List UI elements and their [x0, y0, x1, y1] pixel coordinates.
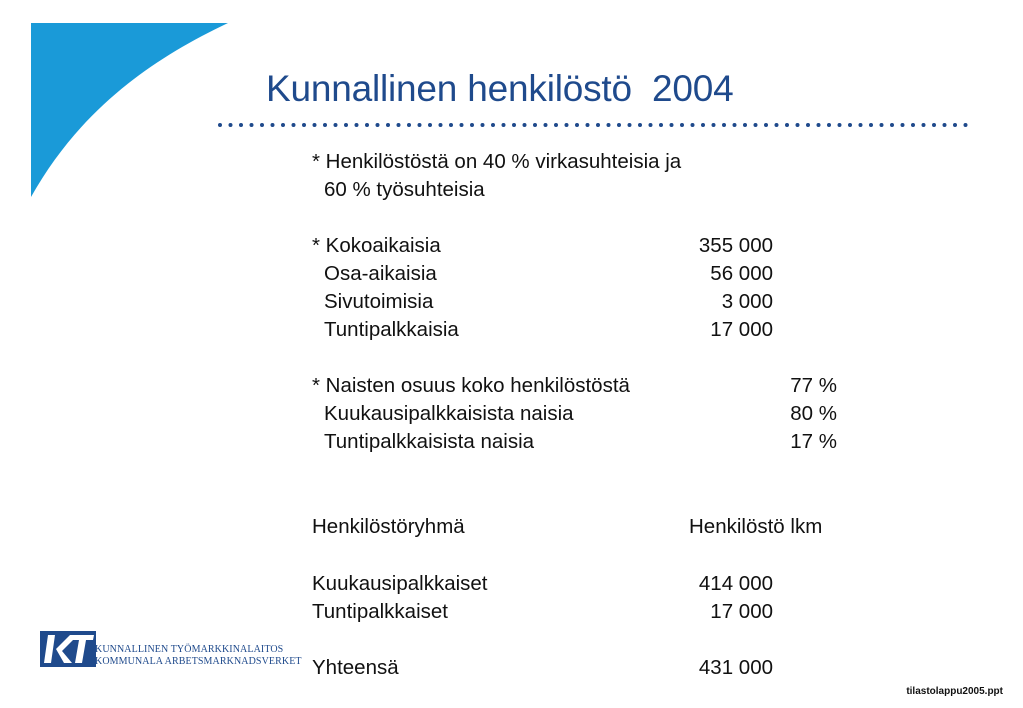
employment-row-label: Sivutoimisia — [324, 290, 434, 313]
file-name-label: tilastolappu2005.ppt — [906, 686, 1003, 697]
table-row-value: 414 000 — [698, 572, 773, 595]
table-header-group: Henkilöstöryhmä — [312, 515, 465, 538]
table-total-label: Yhteensä — [312, 656, 399, 679]
women-share-label: * Naisten osuus koko henkilöstöstä — [312, 374, 630, 397]
employment-row-label: Osa-aikaisia — [324, 262, 437, 285]
employment-row-label: Tuntipalkkaisia — [324, 318, 459, 341]
employment-row-value: 56 000 — [710, 262, 773, 285]
women-share-label: Kuukausipalkkaisista naisia — [324, 402, 574, 425]
women-share-value: 80 % — [790, 402, 837, 425]
intro-line-2: 60 % työsuhteisia — [324, 178, 485, 201]
org-name-swedish: KOMMUNALA ARBETSMARKNADSVERKET — [95, 656, 302, 667]
table-header-count: Henkilöstö lkm — [689, 515, 823, 538]
slide-title: Kunnallinen henkilöstö 2004 — [266, 68, 734, 109]
kt-logo — [40, 631, 100, 667]
table-row-label: Kuukausipalkkaiset — [312, 572, 488, 595]
employment-row-value: 355 000 — [698, 234, 773, 257]
table-row-value: 17 000 — [710, 600, 773, 623]
employment-row-label: * Kokoaikaisia — [312, 234, 441, 257]
corner-accent-shape — [0, 0, 240, 205]
women-share-value: 77 % — [790, 374, 837, 397]
women-share-label: Tuntipalkkaisista naisia — [324, 430, 535, 453]
women-share-value: 17 % — [790, 430, 837, 453]
intro-line-1: * Henkilöstöstä on 40 % virkasuhteisia ja — [312, 150, 682, 173]
dotted-divider — [217, 119, 974, 131]
table-total-value: 431 000 — [698, 656, 773, 679]
org-name-finnish: KUNNALLINEN TYÖMARKKINALAITOS — [95, 644, 284, 655]
employment-row-value: 17 000 — [710, 318, 773, 341]
employment-row-value: 3 000 — [721, 290, 773, 313]
table-row-label: Tuntipalkkaiset — [312, 600, 448, 623]
